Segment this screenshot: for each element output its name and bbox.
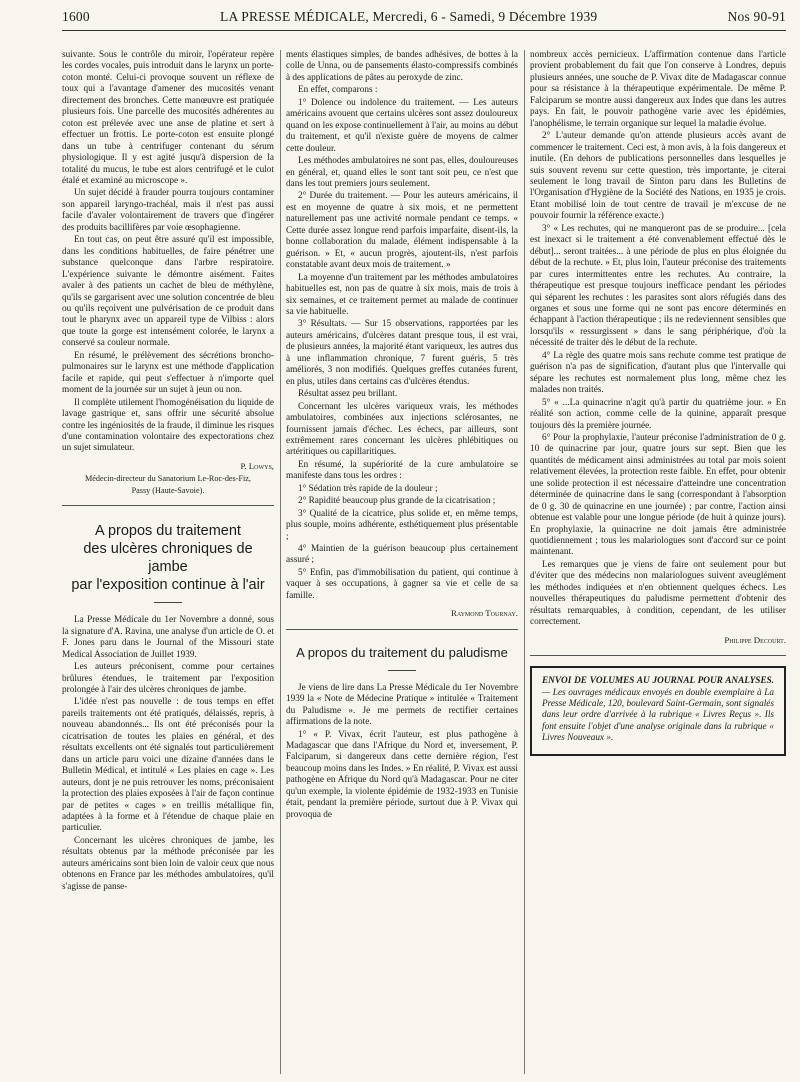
notice-text xyxy=(542,676,774,745)
paragraph: En tout cas, on peut être assuré qu'il est impossible, dans les conditions habituelles, de faire pénétrer une substance quelconque dans l'arbre respiratoire. L'expérience suivante le démontre aisément. Faites avaler à des patients un cachet de bleu de méthylène, qu'ils se gargarisent avec une solution concentrée de bleu ou qu'ils reçoivent une pulvérisation de ce produit dans tout le pharynx avec un appareil type de Vilbiss : alors que toute la gorge est intensément colorée, le larynx a conservé sa couleur normale. xyxy=(62,235,274,349)
paragraph: ments élastiques simples, de bandes adhésives, de bottes à la colle de Unna, ou de pansements élasto-compressifs combinés à des applications de pâtes au peroxyde de zinc. xyxy=(286,50,518,83)
paragraph: 2° Durée du traitement. — Pour les auteurs américains, il est en moyenne de quatre à six mois, et ne permettent naturellement pas une activité normale pendant ce temps. « Cette durée assez longue rend parfois imparfaite, disent-ils, la bonne collaboration du malade, élément indispensable à la guérison. » Et, « aucun progrès, ajoutent-ils, n'est parfois constatable avant deux mois de traitement. » xyxy=(286,191,518,271)
column-divider-2 xyxy=(524,50,525,1074)
paragraph: Un sujet décidé à frauder pourra toujours contaminer son appareil laryngo-trachéal, mais il n'est pas aussi facile d'avaler volontairement de travers que d'ingérer des produits bacillifères par voie œsophagienne. xyxy=(62,188,274,233)
paragraph: 6° Pour la prophylaxie, l'auteur préconise l'administration de 0 g. 10 de quinacrine par jour, quatre jours sur sept. Bien que les quantités de médicament ainsi administrées au total par mois soient relativement élevées, la protection reste faible. En effet, pour obtenir une solide protection il est nécessaire d'atteindre une concentration déterminée de quinacrine dans le sang (correspondant à l'absorption de 0 g. 30 de quinacrine en une journée) ; par contre, l'action ainsi obtenue est valable pour une longue période (de huit à quinze jours). En prophylaxie, la quinacrine ne doit jamais être administrée quotidiennement ; tous les malariologues sont d'accord sur ce point maintenant. xyxy=(530,432,786,558)
paragraph: Les méthodes ambulatoires ne sont pas, elles, douloureuses en général, et, quand elles le sont tant soit peu, ce n'est que dans les tout premiers jours seulement. xyxy=(286,156,518,189)
paragraph: Concernant les ulcères chroniques de jambe, les résultats obtenus par la méthode préconisée par les auteurs américains sont bien loin de valoir ceux que nous obtenons en France par les méthodes ambulatoires, qu'il s'agisse de panse- xyxy=(62,835,274,892)
paragraph: 1° Sédation très rapide de la douleur ; xyxy=(298,483,438,494)
paragraph: 4° Maintien de la guérison beaucoup plus certainement assuré ; xyxy=(286,544,518,566)
paragraph: Les remarques que je viens de faire ont seulement pour but d'éviter que des médecins non malariologues suivent aveuglément les méthodes indiquées et n'en obtiennent quelques échecs. Les nouvelles thérapeutiques du paludisme permettent d'obtenir des résultats remarquables, à condition, cependant, de les utiliser correctement. xyxy=(530,559,786,628)
section-divider xyxy=(62,505,274,506)
paragraph: Je viens de lire dans La Presse Médicale du 1er Novembre 1939 la « Note de Médecine Pratique » intitulée « Traitement du Paludisme ». Je me permets de rectifier certaines affirmations de la note. xyxy=(286,682,518,728)
paragraph: L'idée n'est pas nouvelle : de tous temps en effet pareils traitements ont été pratiqués, délaissés, repris, à nouveau abandonnés... Ils ont été préconisés pour la cicatrisation de toutes les plaies en général, et des résultats excellents ont été signalés tout particulièrement dans un article paru voici une dizaine d'années dans le Bulletin Médical, et intitulé « Les plaies en cage ». Les auteurs, dont je ne puis retrouver les noms, préconisaient la protection des plaies exposées à l'air de façon continue par de petites « cages » en treillis métallique fin, adaptées à la forme et à l'étendue de chaque plaie en particulier. xyxy=(62,697,274,834)
author-signature: P. Lowys, xyxy=(240,460,274,471)
notice-box xyxy=(530,666,786,756)
paragraph: 3° Qualité de la cicatrice, plus solide et, en même temps, plus souple, moins adhérente, esthétiquement plus présentable ; xyxy=(286,508,518,542)
article-title-line: des ulcères chroniques de jambe xyxy=(83,541,253,576)
paragraph: 2° Rapidité beaucoup plus grande de la cicatrisation ; xyxy=(298,496,496,507)
paragraph: 1° « P. Vivax, écrit l'auteur, est plus pathogène à Madagascar que dans l'Afrique du Nord et, inversement, P. Falciparum, si dangereux dans cette dernière région, l'est beaucoup moins dans les Indes. » En réalité, P. Vivax est aussi pathogène en Afrique du Nord qu'à Madagascar. Pour ne citer qu'un exemple, la violente épidémie de 1932-1933 en Tunisie était, pendant la première période, surtout due à P. Vivax qui provoqua de xyxy=(286,729,518,820)
author-signature: Philippe Decourt. xyxy=(724,634,786,645)
paragraph: 2° L'auteur demande qu'on attende plusieurs accès avant de commencer le traitement. Ceci est, à mon avis, à la fois dangereux et inutile. (En dehors de publications personnelles dans lesquelles je suis souvent revenu sur cette question, très importante, je citerai seulement le long travail de Sinton paru dans les Bulletins de l'Organisation d'Hygiène de la Société des Nations, en 1935 je crois. Etant mobilisé loin de tout centre de travail je m'excuse de ne pouvoir fournir la référence exacte.) xyxy=(530,131,786,222)
paragraph: suivante. Sous le contrôle du miroir, l'opérateur repère les cordes vocales, puis introduit dans le larynx un porte-coton monté. Celui-ci provoque souvent un réflexe de toux qui a l'avantage d'amener des mucosités venant directement des bronches. Cette manœuvre est pratiquée plusieurs fois. Une parcelle des mucosités adhérentes au coton est prélevée avec une anse de platine et sert à effectuer un frottis. Le porte-coton est ensuite plongé dans un tube à centrifuger contenant du sérum physiologique. Il y est agité jusqu'à dispersion de la totalité du mucus, le tube est alors centrifugé et le culot étalé et examiné au microscope ». xyxy=(62,50,274,186)
title-rule xyxy=(154,602,182,603)
masthead: LA PRESSE MÉDICALE, Mercredi, 6 - Samedi, 9 Décembre 1939 xyxy=(220,9,598,24)
paragraph: Résultat assez peu brillant. xyxy=(298,389,398,400)
paragraph: Concernant les ulcères variqueux vrais, les méthodes ambulatoires, combinées aux injections sclérosantes, ne fournissent jamais d'échec. Les échecs, par ailleurs, sont extrêmement rares concernant les ulcères phlébitiques ou artéritiques ou capillaritiques. xyxy=(286,401,518,458)
notice-body: — Les ouvrages médicaux envoyés en double exemplaire à La Presse Médicale, 120, boulevard Saint-Germain, sont signalés dans leur ordre d'arrivée à la rubrique « Livres Reçus ». Ils font ensuite l'objet d'une analyse originale dans la rubrique « Livres Nouveaux ». xyxy=(542,687,774,744)
section-divider xyxy=(530,655,786,656)
author-title: Médecin-directeur du Sanatorium Le-Roc-des-Fiz, xyxy=(85,474,251,484)
section-divider xyxy=(286,629,518,630)
paragraph: 5° Enfin, pas d'immobilisation du patient, qui continue à vaquer à ses occupations, à gagner sa vie et celle de sa famille. xyxy=(286,567,518,601)
paragraph: 3° Résultats. — Sur 15 observations, rapportées par les auteurs américains, d'ulcères datant presque tous, il est vrai, de plusieurs années, la majorité étant variqueux, les autres dus à une inflammation chronique, 7 furent guéris, 5 très améliorés, 3 non modifiés. Quelques greffes cutanées furent, en plus, utiles dans certains cas d'ulcères étendus. xyxy=(286,319,518,387)
article-title: A propos du traitement du paludisme xyxy=(296,644,508,660)
paragraph: nombreux accès pernicieux. L'affirmation contenue dans l'article provient probablement du fait que l'on conserve à Londres, depuis plusieurs années, une souche de P. Vivax dite de Madagascar connue pour sa résistance à la thérapeutique expérimentale. De même P. Falciparum se montre aussi dangereux aux Indes que dans les autres pays. En fait, le pouvoir pathogène varie avec les épidémies, l'anophélisme, le terrain organique sur lequel la maladie évolue. xyxy=(530,50,786,129)
paragraph: En effet, comparons : xyxy=(298,85,378,96)
author-place: Passy (Haute-Savoie). xyxy=(131,486,205,496)
paragraph: Il complète utilement l'homogénéisation du liquide de lavage gastrique et, sans offrir une sécurité absolue contre les ingéniosités de la fraude, il diminue les risques d'une contamination volontaire des expectorations chez un sujet simulateur. xyxy=(62,397,274,454)
column-3 xyxy=(530,50,786,1075)
article-title xyxy=(62,522,274,594)
paragraph: En résumé, le prélèvement des sécrétions broncho-pulmonaires sur le larynx est une méthode d'application facile et rapide, qui peut s'effectuer à n'importe quel moment de la journée sur un sujet à jeun ou non. xyxy=(62,350,274,396)
column-divider-1 xyxy=(280,50,281,1074)
article-title-line: A propos du traitement xyxy=(95,523,241,540)
notice-heading: ENVOI DE VOLUMES AU JOURNAL POUR ANALYSES. xyxy=(542,676,774,687)
paragraph: Les auteurs préconisent, comme pour certaines brûlures étendues, le traitement par l'exposition prolongée à l'air des ulcères chroniques de jambe. xyxy=(62,662,274,696)
issue-number: Nos 90-91 xyxy=(727,9,786,24)
author-signature: Raymond Tournay. xyxy=(450,608,518,619)
article-title-line: par l'exposition continue à l'air xyxy=(71,577,265,594)
page-number: 1600 xyxy=(62,9,90,24)
paragraph: 3° « Les rechutes, qui ne manqueront pas de se produire... [cela est inexact si le traitement a été convenablement effectué dès le début]... seront traitées... à une période de plus en plus éloignée du début de la rechute. » Et, plus loin, l'auteur préconise des traitements par cures intermittentes entre les rechutes. Au contraire, la thérapeutique est presque toujours inefficace pendant les périodes qui séparent les rechutes : les parasites sont alors réfugiés dans des organes et sous une forme qui ne sont pas encore déterminés en échappant à l'action thérapeutique ; ils ne redeviennent sensibles que lorsqu'ils « ressurgissent » dans le sang périphérique, d'où la nécessité de traiter dès le début de la rechute. xyxy=(530,223,786,349)
title-rule xyxy=(388,670,416,671)
paragraph: 1° Dolence ou indolence du traitement. — Les auteurs américains avouent que certains ulcères sont assez douloureux quand on les expose continuellement à l'air, au moins au début du traitement, et qu'il n'existe guère de moyens de calmer cette douleur. xyxy=(286,97,518,154)
paragraph: 5° « ...La quinacrine n'agit qu'à partir du quatrième jour. » En réalité son action, comme celle de la quinine, apparaît presque toujours dès la première journée. xyxy=(530,397,786,431)
paragraph: 4° La règle des quatre mois sans rechute comme test pratique de guérison n'a pas de signification, d'autant plus que l'intervalle qui sépare les rechutes est normalement plus long, même chez les malades non traités. xyxy=(530,350,786,396)
paragraph: La Presse Médicale du 1er Novembre a donné, sous la signature d'A. Ravina, une analyse d'un article de O. et F. Jones paru dans le Journal of the Missouri state Medical Association de Juillet 1939. xyxy=(62,615,274,660)
paragraph: En résumé, la supériorité de la cure ambulatoire se manifeste dans tous les ordres : xyxy=(286,459,518,482)
paragraph: La moyenne d'un traitement par les méthodes ambulatoires habituelles est, non pas de quatre à six mois, mais de trois à six semaines, et ce traitement permet au malade de continuer sa vie habituelle. xyxy=(286,272,518,317)
column-2 xyxy=(286,50,518,1075)
page-header xyxy=(62,4,786,31)
column-1 xyxy=(62,50,274,1075)
